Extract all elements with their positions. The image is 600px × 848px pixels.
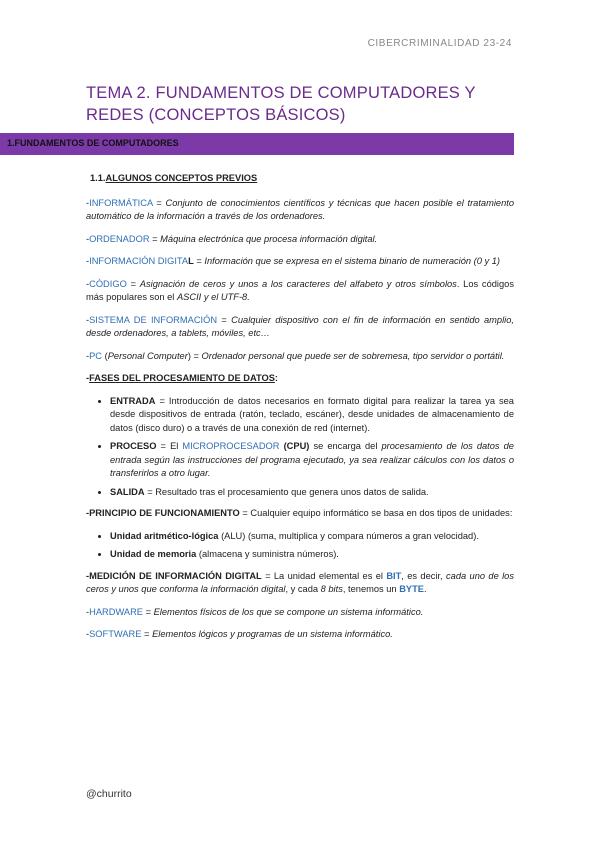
- medicion-block: -MEDICIÓN DE INFORMACIÓN DIGITAL = La unidad elemental es el BIT, es decir, cada uno de los ceros y unos que conforma la información digital, y cada 8 bits, tenemos un BYTE.: [86, 570, 514, 594]
- def-pc: -PC (Personal Computer) = Ordenador personal que puede ser de sobremesa, tipo servidor o portátil.: [86, 350, 505, 361]
- def-codigo: -CÓDIGO = Asignación de ceros y unos a los caracteres del alfabeto y otros símbolos. Los códigos más populares son el ASCII y el UTF-8.: [86, 278, 514, 302]
- list-item: • Unidad aritmético-lógica (ALU) (suma, multiplica y compara números a gran velocidad).: [110, 530, 514, 544]
- principio-block: -PRINCIPIO DE FUNCIONAMIENTO = Cualquier equipo informático se basa en dos tipos de unidades:: [86, 508, 513, 518]
- subsection-title: 1.1.ALGUNOS CONCEPTOS PREVIOS: [90, 173, 258, 183]
- page-title: TEMA 2. FUNDAMENTOS DE COMPUTADORES Y REDES (CONCEPTOS BÁSICOS): [86, 84, 476, 124]
- list-item: • SALIDA = Resultado tras el procesamiento que genera unos datos de salida.: [110, 486, 514, 500]
- section-bar: [0, 133, 514, 155]
- def-software: -SOFTWARE = Elementos lógicos y programas de un sistema informático.: [86, 629, 393, 639]
- def-sistema: -SISTEMA DE INFORMACIÓN = Cualquier dispositivo con el fin de información en sentido amplio, desde ordenadores, a tablets, móviles, etc…: [86, 314, 514, 338]
- fases-heading: -FASES DEL PROCESAMIENTO DE DATOS:: [86, 373, 279, 383]
- list-item: • Unidad de memoria (almacena y suministra números).: [110, 548, 514, 562]
- def-informatica: -INFORMÁTICA = Conjunto de conocimientos científicos y técnicas que hacen posible el tratamiento automático de la información a través de los ordenadores.: [86, 197, 514, 221]
- list-item: • PROCESO = El MICROPROCESADOR (CPU) se encarga del procesamiento de los datos de entrada según las instrucciones del programa ejecutado, ya sea realizar cálculos con los datos o transferirlos a otro lugar.: [110, 440, 514, 481]
- section-title: 1.FUNDAMENTOS DE COMPUTADORES: [7, 138, 179, 148]
- def-ordenador: -ORDENADOR = Máquina electrónica que procesa información digital.: [86, 233, 378, 244]
- def-hardware: -HARDWARE = Elementos físicos de los que se compone un sistema informático.: [86, 606, 424, 617]
- principio-list: [86, 530, 514, 562]
- document-content: [86, 172, 514, 651]
- course-header: CIBERCRIMINALIDAD 23-24: [367, 38, 512, 49]
- list-item: • ENTRADA = Introducción de datos necesarios en formato digital para realizar la tarea ya sea desde dispositivos de entrada (ratón, teclado, escáner), desde unidades de almacenamiento de datos (disco duro) o a través de una conexión de red (internet).: [110, 395, 514, 436]
- def-info-digital: -INFORMACIÓN DIGITAL = Información que se expresa en el sistema binario de numeración (0 y 1): [86, 256, 500, 266]
- fases-list: [86, 395, 514, 500]
- author-footer: @churrito: [86, 788, 132, 800]
